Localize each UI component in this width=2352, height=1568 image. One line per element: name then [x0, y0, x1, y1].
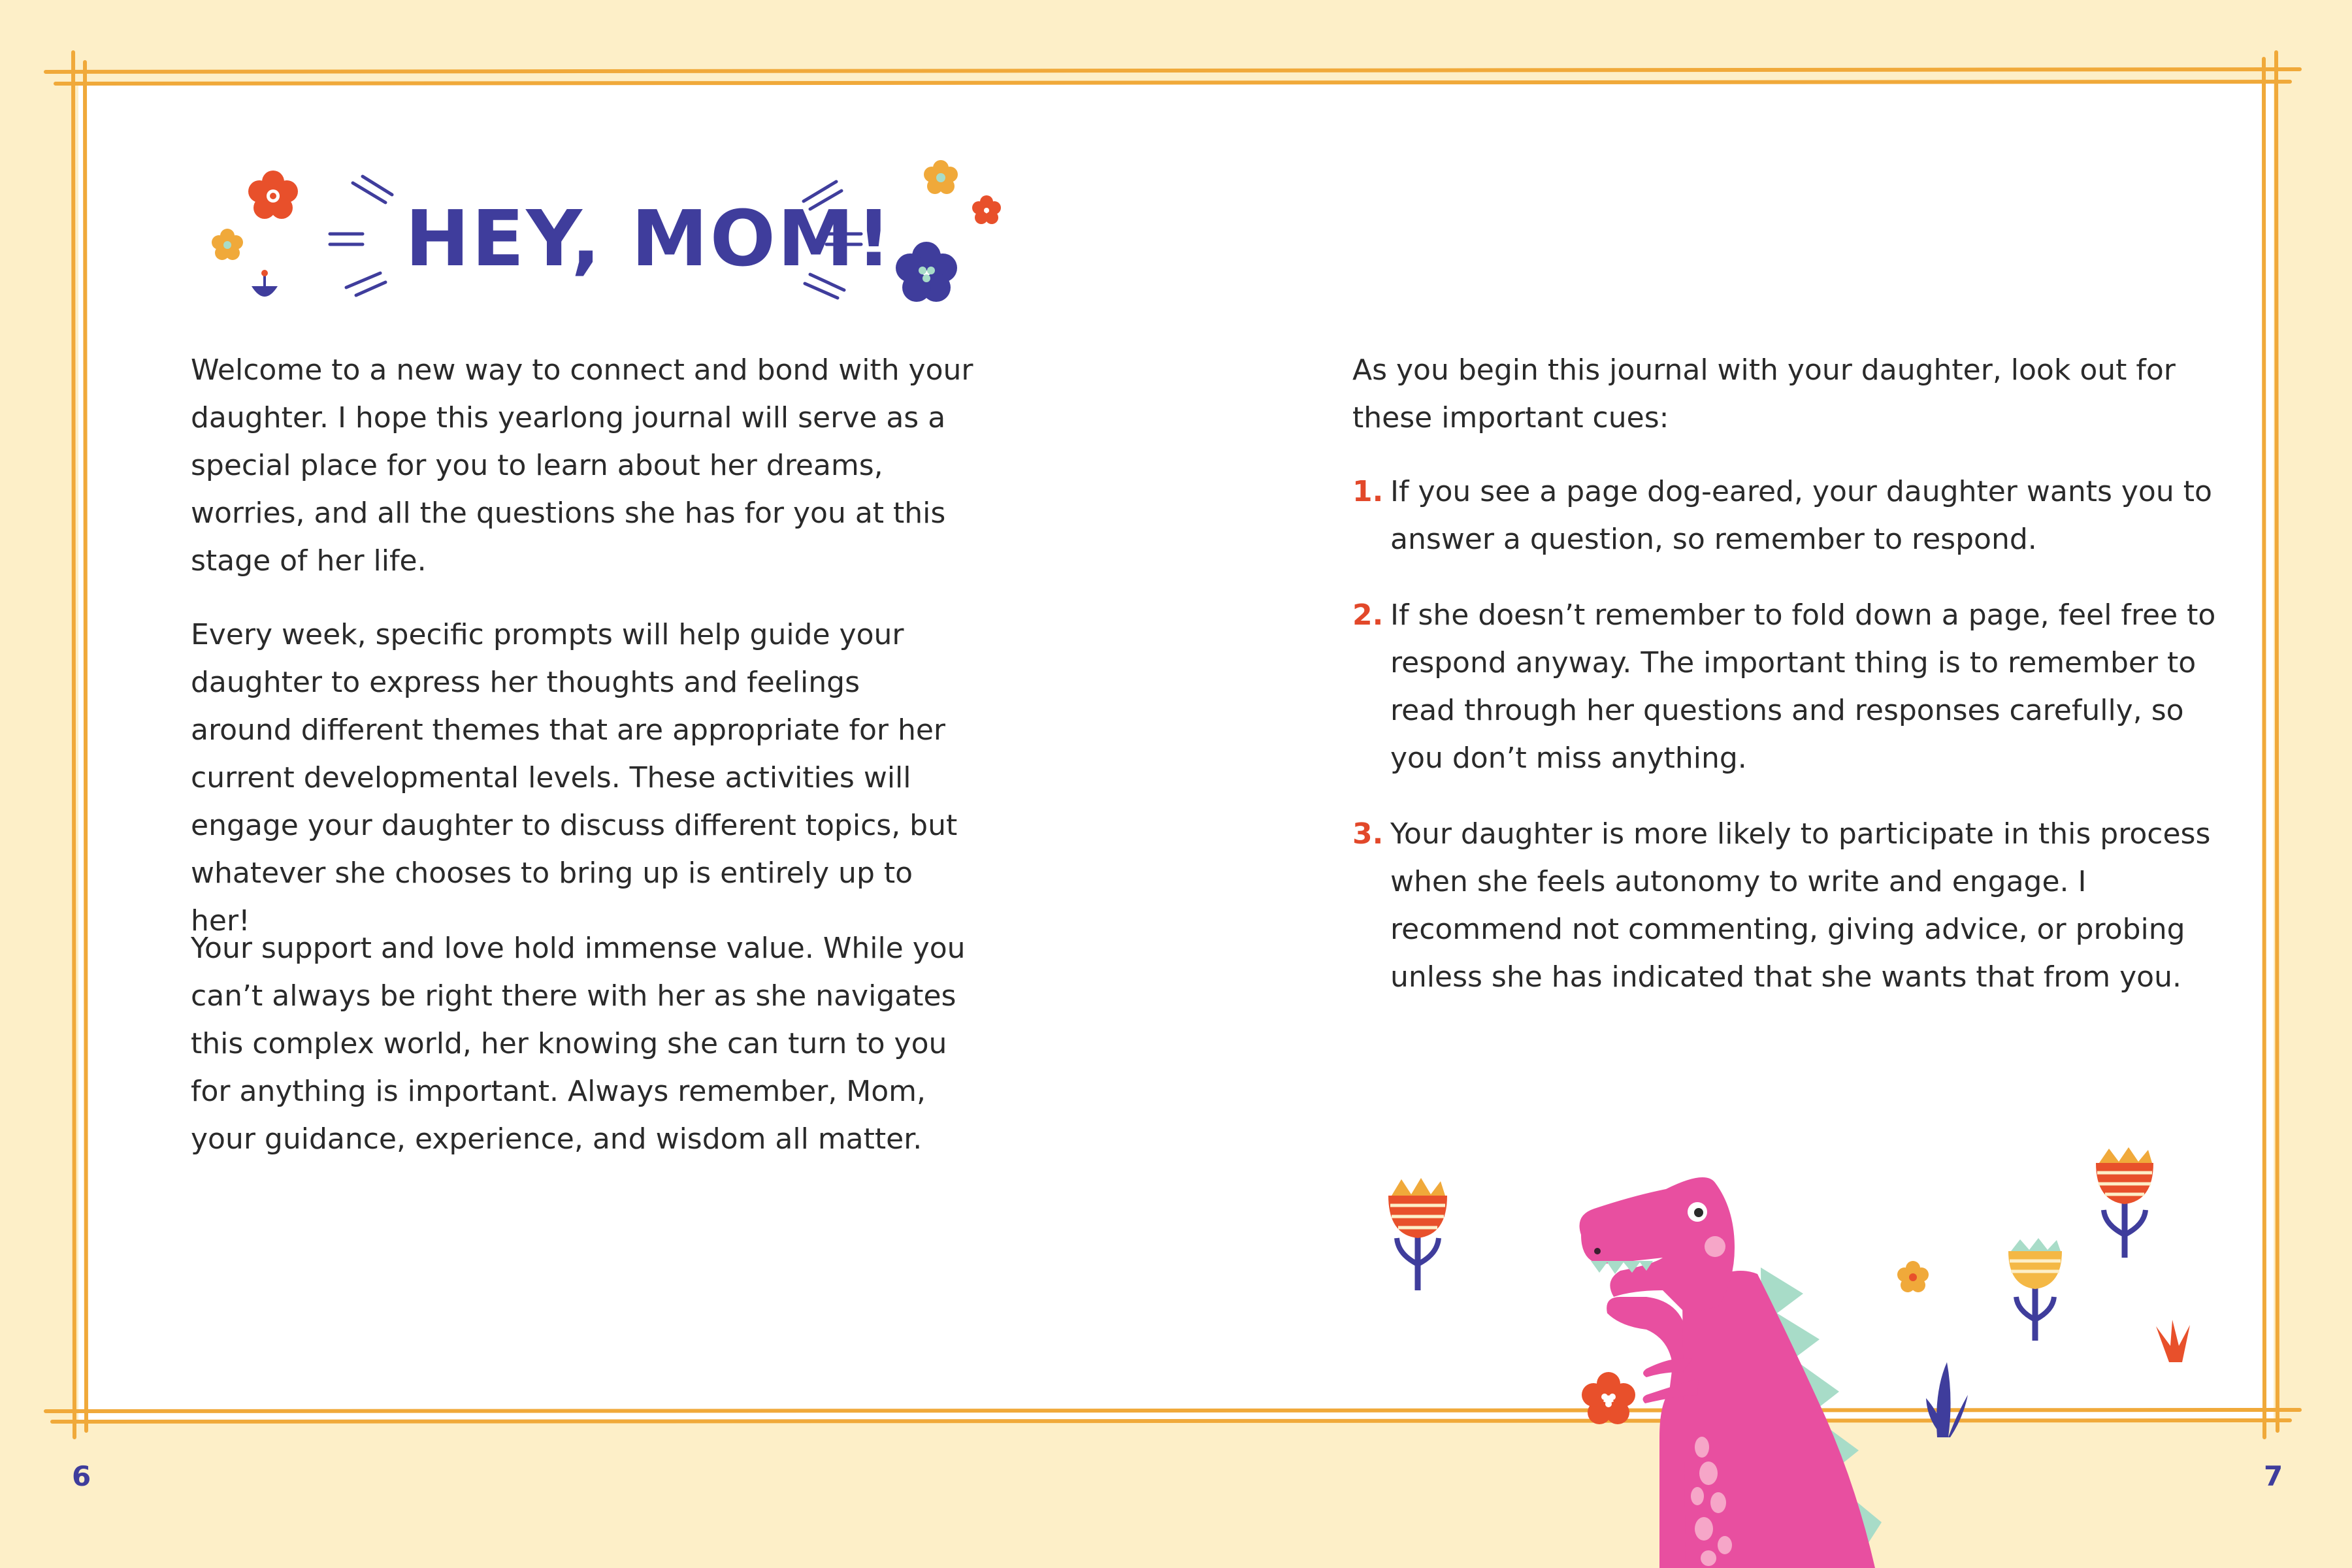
intro-paragraph: Welcome to a new way to connect and bond with your daughter. I hope this yearlong journal will serve as a special place for you to learn about her dreams, worries, and all the questions she has for you at this stage of her life. — [191, 353, 973, 578]
page-number-left: 6 — [72, 1460, 91, 1492]
weekly-prompts-paragraph: Every week, specific prompts will help guide your daughter to express her thoughts and feelings around different themes that are appropriate for her current developmental levels. These activities will engage your daughter to discuss different topics, but whatever she chooses to bring up is entirely up to her! — [191, 618, 958, 938]
cue-number: 1. — [1352, 475, 1384, 508]
page-number-right: 7 — [2264, 1460, 2283, 1492]
cue-text: If she doesn’t remember to fold down a page, feel free to respond anyway. The important thing is to remember to read through her questions and responses carefully, so you don’t miss anything. — [1390, 598, 2216, 775]
cue-text: If you see a page dog-eared, your daughter wants you to answer a question, so remember to respond. — [1390, 475, 2212, 556]
cue-text: Your daughter is more likely to participate in this process when she feels autonomy to write and engage. I recommend not commenting, giving advice, or probing unless she has indicated that she wants that from you. — [1390, 817, 2211, 994]
page-title: HEY, MOM! — [405, 193, 894, 284]
support-paragraph: Your support and love hold immense value. While you can’t always be right there with her as she navigates this complex world, her knowing she can turn to you for anything is important. Always remember, Mom, your guidance, experience, and wisdom all matter. — [191, 932, 966, 1156]
cue-number: 2. — [1352, 598, 1384, 632]
cue-number: 3. — [1352, 817, 1384, 851]
cues-intro: As you begin this journal with your daughter, look out for these important cues: — [1352, 353, 2176, 434]
